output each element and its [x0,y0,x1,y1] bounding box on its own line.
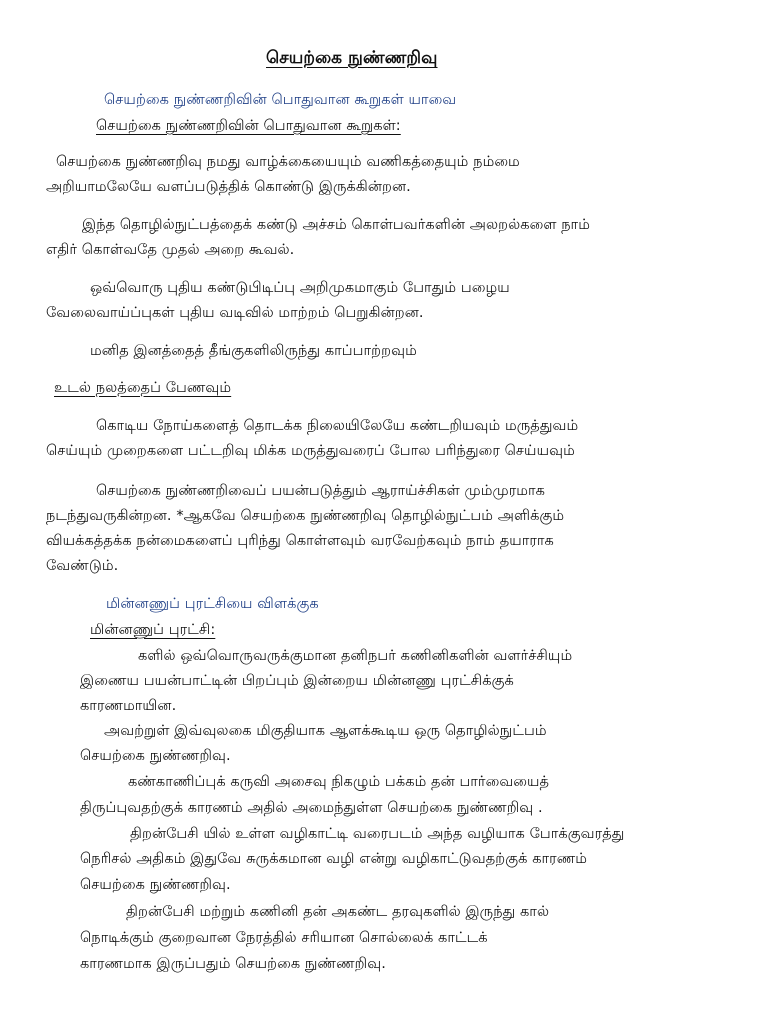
paragraph-line: நடந்துவருகின்றன. *ஆகவே செயற்கை நுண்ணறிவு தொழில்நுட்பம் அளிக்கும் [46,508,565,524]
paragraph-line: காரணமாயின. [80,698,177,714]
paragraph-line: எதிர் கொள்வதே முதல் அறை கூவல். [46,242,295,258]
paragraph-line: களில் ஒவ்வொருவருக்குமான தனிநபர் கணினிகளின் வளர்ச்சியும் [138,648,573,664]
paragraph-line: நெரிசல் அதிகம் இதுவே சுருக்கமான வழி என்று வழிகாட்டுவதற்குக் காரணம் [80,851,588,867]
paragraph-line: அவற்றுள் இவ்வுலகை மிகுதியாக ஆளக்கூடிய ஒரு தொழில்நுட்பம் [104,723,547,739]
paragraph-line: செயற்கை நுண்ணறிவு. [80,877,231,893]
paragraph-line: கொடிய நோய்களைத் தொடக்க நிலையிலேயே கண்டறியவும் மருத்துவம் [96,418,579,434]
paragraph-line: கண்காணிப்புக் கருவி அசைவு நிகழும் பக்கம் தன் பார்வையைத் [128,774,550,790]
section-heading-3: மின்னணுப் புரட்சி: [90,622,216,638]
document-title: செயற்கை நுண்ணறிவு [266,48,438,68]
paragraph-line: செயற்கை நுண்ணறிவு. [80,748,231,764]
paragraph-line: மனித இனத்தைத் தீங்குகளிலிருந்து காப்பாற்றவும் [90,343,417,359]
paragraph-line: வேண்டும். [46,558,119,574]
paragraph-line: இந்த தொழில்நுட்பத்தைக் கண்டு அச்சம் கொள்பவர்களின் அலறல்களை நாம் [82,217,590,233]
paragraph-line: அறியாமலேயே வளப்படுத்திக் கொண்டு இருக்கின்றன. [46,179,411,195]
paragraph-line: திருப்புவதற்குக் காரணம் அதில் அமைந்துள்ள செயற்கை நுண்ணறிவு . [80,800,543,816]
paragraph-line: நொடிக்கும் குறைவான நேரத்தில் சரியான சொல்லைக் காட்டக் [80,930,488,946]
paragraph-line: செயற்கை நுண்ணறிவைப் பயன்படுத்தும் ஆராய்ச்சிகள் மும்முரமாக [96,483,546,499]
paragraph-line: வியக்கத்தக்க நன்மைகளைப் புரிந்து கொள்ளவும் வரவேற்கவும் நாம் தயாராக [46,533,554,549]
question-heading-1: செயற்கை நுண்ணறிவின் பொதுவான கூறுகள் யாவை [104,92,457,108]
paragraph-line: செய்யும் முறைகளை பட்டறிவு மிக்க மருத்துவரைப் போல பரிந்துரை செய்யவும் [46,443,575,459]
paragraph-line: திறன்பேசி யில் உள்ள வழிகாட்டி வரைபடம் அந்த வழியாக போக்குவரத்து [130,826,625,842]
paragraph-line: ஒவ்வொரு புதிய கண்டுபிடிப்பு அறிமுகமாகும் போதும் பழைய [90,280,510,296]
section-heading-1: செயற்கை நுண்ணறிவின் பொதுவான கூறுகள்: [96,118,401,134]
question-heading-2: மின்னணுப் புரட்சியை விளக்குக [106,596,319,612]
paragraph-line: காரணமாக இருப்பதும் செயற்கை நுண்ணறிவு. [80,956,386,972]
paragraph-line: திறன்பேசி மற்றும் கணினி தன் அகண்ட தரவுகளில் இருந்து கால் [126,904,550,920]
paragraph-line: செயற்கை நுண்ணறிவு நமது வாழ்க்கையையும் வணிகத்தையும் நம்மை [56,154,520,170]
section-heading-2: உடல் நலத்தைப் பேணவும் [54,380,232,396]
paragraph-line: இணைய பயன்பாட்டின் பிறப்பும் இன்றைய மின்னணு புரட்சிக்குக் [80,673,514,689]
paragraph-line: வேலைவாய்ப்புகள் புதிய வடிவில் மாற்றம் பெறுகின்றன. [46,305,424,321]
